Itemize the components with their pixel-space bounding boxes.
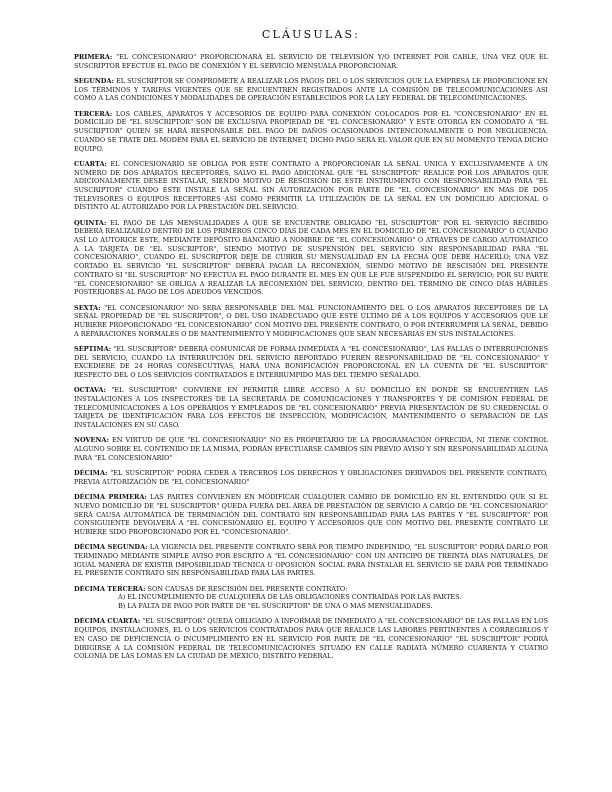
clause-cuarta bbox=[74, 160, 548, 212]
document-title: CLÁUSULAS: bbox=[261, 28, 361, 41]
clause-tercera bbox=[74, 110, 548, 154]
clause-label: PRIMERA: bbox=[74, 53, 113, 61]
clause-text: "EL SUSCRIPTOR" CONVIENE EN PERMITIR LIBRE ACCESO A SU DOMICILIO EN DONDE SE ENCUENTREN LAS INSTALACIONES A LOS INSPECTORES DE LA SECRETARÍA DE COMUNICACIONES Y TRANSPORTES Y DE COMISIÓN FEDERAL DE TELECOMUNICACIONES A LOS OPERARIOS Y EMPLEADOS DE "EL CONCESIONARIO" PREVIA PRESENTACIÓN DE SU CREDENCIAL O TARJETA DE IDENTIFICACIÓN PARA LOS EFECTOS DE INSPECCIÓN, MODIFICACIÓN, MANTENIMIENTO O SEPARACIÓN DE LAS INSTALACIONES EN SU CASO. bbox=[74, 386, 548, 430]
clause-label: TERCERA: bbox=[74, 109, 113, 118]
clause-label: CUARTA: bbox=[74, 159, 107, 168]
clause-text: "EL CONCESIONARIO" PROPORCIONARÁ EL SERVICIO DE TELEVISIÓN Y/O INTERNET POR CABLE, UNA VEZ QUE EL SUSCRIPTOR EFECTUE EL PAGO DE CONEXIÓN Y EL SERVICIO MENSUALA PROPORCIONAR. bbox=[74, 53, 548, 70]
clause-label: OCTAVA: bbox=[74, 386, 106, 395]
clause-text: SON CAUSAS DE RESCISIÓN DEL PRESENTE CONTRATO: bbox=[145, 584, 348, 593]
clause-quinta bbox=[74, 219, 548, 297]
clause-label: QUINTA: bbox=[74, 218, 107, 227]
rescission-item-a: A) EL INCUMPLIMIENTO DE CUALQUIERA DE LAS OBLIGACIONES CONTRAÍDAS POR LAS PARTES. bbox=[118, 593, 462, 602]
clause-text: EL PAGO DE LAS MENSUALIDADES A QUE SE ENCUENTRE OBLIGADO "EL SUSCRIPTOR" POR EL SERVICIO RECIBIDO DEBERÁ REALIZARLO DENTRO DE LOS PRIMEROS CINCO DÍAS DE CADA MES EN EL DOMICILIO DE "EL CONCESIONARIO" O CUANDO ASÍ LO AUTORICE ESTE, MEDIANTE DEPÓSITO BANCARIO A NOMBRE DE "EL CONCESIONARIO" O ATRAVES DE CARGO AUTOMÁTICO A LA TARJETA DE "EL SUSCRIPTOR", SIENDO MOTIVO DE SUSPENSIÓN DEL SERVICIO SIN RESPONSABILIDAD PARA "EL CONCESIONARIO", CUANDO EL SUSCRIPTOR DEJE DE CUBRIR SU MENSUALIDAD EN LA FECHA QUE DEBE HACERLO; UNA VEZ CORTADO EL SERVICIO "EL SUSCRIPTOR" DEBERÁ PAGAR LA RECONEXIÓN, SIENDO MOTIVO DE RESCISIÓN DEL PRESENTE CONTRATO SI "EL SUSCRIPTOR" NO EFECTUA EL PAGO DURANTE EL MES EN QUE LE FUE SUSPENDIDO EL SERVICIO; POR SU PARTE "EL CONCESIONARIO" SE OBLIGA A REALIZAR LA RECONEXIÓN DEL SERVICIO, DENTRO DEL TÉRMINO DE CINCO DÍAS HÁBILES POSTERIORES AL PAGO DE LOS ADEUDOS VENCIDOS. bbox=[74, 218, 548, 297]
clause-septima bbox=[74, 345, 548, 380]
clause-text: "EL SUSCRIPTOR" QUEDA OBLIGADO A INFORMAR DE INMEDIATO A "EL CONCESIONARIO" DE LAS FALLAS EN LOS EQUIPOS, INSTALACIONES, EL O LOS SERVICIOS CONTRATADOS PARA QUE REALICE LAS LABORES PERTINENTES A CORREGIRLOS Y EN CASO DE DEFICIENCIA O INCUMPLIMIENTO EN EL SERVICIO POR PARTE DE "EL CONCESIONARIO" "EL SUSCRIPTOR" PODRÁ DIRIGIRSE A LA COMISIÓN FEDERAL DE TELECOMUNICACIONES SITUADO EN CALLE RADIATA NÚMERO CUARENTA Y CUATRO COLONIA DE LAS LOMAS EN LA CIUDAD DE MÉXICO, DISTRITO FEDERAL. bbox=[74, 617, 548, 661]
clause-decima bbox=[74, 469, 548, 486]
clause-label: SEXTA: bbox=[74, 303, 101, 312]
clause-decima-cuarta bbox=[74, 617, 548, 661]
clause-label: DÉCIMA: bbox=[74, 469, 108, 478]
clause-primera bbox=[74, 53, 548, 70]
clause-decima-tercera bbox=[74, 585, 548, 611]
clause-label: DÉCIMA PRIMERA: bbox=[74, 493, 147, 502]
clause-text: "EL CONCESIONARIO" NO SERA RESPONSABLE DEL MAL FUNCIONAMIENTO DEL O LOS APARATOS RECEPTORES DE LA SEÑAL PROPIEDAD DE "EL SUSCRIPTOR", O DEL USO INADECUADO QUE ESTE ÚLTIMO DÉ A LOS EQUIPOS Y ACCESORIOS QUE LE HUBIERE PROPORCIONADO "EL CONCESIONARIO" CON MOTIVO DEL PRESENTE CONTRATO, O POR INTERRUMPIR LA SEÑAL, DEBIDO A REPARACIONES NORMALES O DE MANTENIMIENTO Y MODIFICACIONES QUE SEAN NECESARIAS EN SUS INSTALACIONES. bbox=[74, 303, 548, 338]
rescission-item-b: B) LA FALTA DE PAGO POR PARTE DE "EL SUSCRIPTOR" DE UNA O MAS MENSUALIDADES. bbox=[118, 602, 433, 611]
clause-label: DÉCIMA SEGUNDA: bbox=[74, 543, 148, 552]
clause-segunda bbox=[74, 77, 548, 103]
clause-novena bbox=[74, 436, 548, 462]
clause-text: LAS PARTES CONVIENEN EN MODIFICAR CUALQUIER CAMBIO DE DOMICILIO EN EL ENTENDIDO QUE SI EL NUEVO DOMICILIO DE "EL SUSCRIPTOR" QUEDA FUERA DEL ÁREA DE PRESTACIÓN DE SERVICIO A CARGO DE "EL CONCESIONARIO" SERÁ CAUSA AUTOMÁTICA DE TERMINACIÓN DEL CONTRATO SIN RESPONSABILIDAD PARA LAS PARTES Y "EL SUSCRIPTOR" POR CONSIGUIENTE DEVOLVERÁ A "EL CONCESIONARIO EL EQUIPO Y ACCESORIOS QUE CON MOTIVO DEL PRESENTE CONTRATO LE HUBIERE SIDO PROPORCIONADO POR EL "CONCESIONARIO". bbox=[74, 493, 548, 536]
clause-label: SÉPTIMA: bbox=[74, 344, 112, 353]
clause-octava bbox=[74, 386, 548, 430]
clause-label: DÉCIMA CUARTA: bbox=[74, 617, 141, 626]
clause-label: DÉCIMA TERCERA: bbox=[74, 584, 146, 593]
clause-text: EL CONCESIONARIO SE OBLIGA POR ESTE CONTRATO A PROPORCIONAR LA SEÑAL UNICA Y EXCLUSIVAMENTE A UN NÚMERO DE DOS APARATOS RECEPTORES, SALVO EL PAGO ADICIONAL QUE "EL SUSCRIPTOR" REALICE POR LOS APARATOS QUE ADICIONALMENTE DESEE INSTALAR, SIENDO MOTIVO DE RESCISIÓN DE ESTE INSTRUMENTO CON RESPONSABILIDAD PARA "EL SUSCRIPTOR" CUANDO ESTE INSTALE LA SEÑAL SIN AUTORIZACIÓN POR PARTE DE "EL CONCESIONARIO" EN MAS DE DOS TELEVISORES O EQUIPOS RECEPTORES ASI COMO PERMITIR LA UTILIZACIÓN DE LA SEÑAL EN UN DOMICILIO ADICIONAL O DISTINTO AL AUTORIZADO POR LA PRESTACIÓN DEL SERVICIO. bbox=[74, 159, 548, 212]
clause-text: EL SUSCRIPTOR SE COMPROMETE A REALIZAR LOS PAGOS DEL O LOS SERVICIOS QUE LA EMPRESA LE PROPORCIONE EN LOS TÉRMINOS Y TARIFAS VIGENTES QUE SE ENCUENTREN REGISTRADOS ANTE LA COMISIÓN DE TELECOMUNICACIONES ASI COMO A LAS CONDICIONES Y MODALIDADES DE OPERACIÓN ESTABLECIDOS POR LA LEY FEDERAL DE TELECOMUNICACIONES. bbox=[74, 77, 548, 103]
contract-page bbox=[74, 22, 548, 668]
clause-text: LA VIGENCIA DEL PRESENTE CONTRATO SERÁ POR TIEMPO INDEFINIDO, "EL SUSCRIPTOR" PODRÁ DARLO POR TERMINADO MEDIANTE SIMPLE AVISO POR ESCRITO A "EL CONCESIONARIO" CON UN ANTICIPO DE TREINTA DÍAS NATURALES, DE IGUAL MANERA DE EXISTIR IMPOSIBILIDAD TÉCNICA U OPOSICIÓN SOCIAL PARA INSTALAR EL SERVICIO SE DARÁ POR TERMINADO EL PRESENTE CONTRATO SIN RESPONSABILIDAD PARA LAS PARTES. bbox=[74, 543, 548, 578]
clause-decima-primera bbox=[74, 493, 548, 537]
clause-sexta bbox=[74, 304, 548, 339]
clause-text: EN VIRTUD DE QUE "EL CONCESIONARIO" NO ES PROPIETARIO DE LA PROGRAMACIÓN OFRECIDA, NI TIENE CONTROL ALGUNO SOBRE EL CONTENIDO DE LA MISMA, PODRÁN EFECTUARSE CAMBIOS SIN PREVIO AVISO Y SIN RESPONSABILIDAD ALGUNA PARA "EL CONCESIONARIO" bbox=[74, 436, 548, 462]
clause-label: SEGUNDA: bbox=[74, 77, 114, 85]
clause-text: "EL SUSCRIPTOR" DEBERÁ COMUNICAR DE FORMA INMEDIATA A "EL CONCESIONARIO", LAS FALLAS O INTERRUPCIONES DEL SERVICIO, CUANDO LA INTERRUPCIÓN DEL SERVICIO REPORTADO FUEREN RESPONSABILIDAD DE "EL CONCESIONARIO" Y EXCEDIERE DE 24 HORAS CONSECUTIVAS, HARÁ UNA BONIFICACIÓN PROPORCIONAL EN LA CUENTA DE "EL SUSCRIPTOR" RESPECTO DEL O LOS SERVICIOS CONTRATADOS E INTERRUMPIDO MAS DEL TIEMPO SEÑALADO. bbox=[74, 344, 548, 380]
clause-label: NOVENA: bbox=[74, 436, 109, 445]
clause-decima-segunda bbox=[74, 543, 548, 578]
clause-text: "EL SUSCRIPTOR" PODRA CEDER A TERCEROS LOS DERECHOS Y OBLIGACIONES DERIVADOS DEL PRESENTE CONTRATO, PREVIA AUTORIZACIÓN DE "EL CONCESIONARIO" bbox=[74, 469, 548, 486]
clause-text: LOS CABLES, APARATOS Y ACCESORIOS DE EQUIPO PARA CONEXIÓN COLOCADOS POR EL "CONCESIONARIO" EN EL DOMICILIO DE "EL SUSCRIPTOR" SON DE EXCLUSIVA PROPIEDAD DE "EL CONCESIONARIO" Y ESTE OTORGA EN COMODATO A "EL SUSCRIPTOR" QUIEN SE HARÁ RESPONSABLE DEL PAGO DE DAÑOS OCASIONADOS INTENCIONALMENTE O POR NEGLIGENCIA. CUANDO SE TRATE DEL MODEM PARA EL SERVICIO DE INTERNET, DICHO PAGO SERA EL VALOR QUE EN SU MOMENTO TENGA DICHO EQUIPO. bbox=[74, 109, 548, 153]
